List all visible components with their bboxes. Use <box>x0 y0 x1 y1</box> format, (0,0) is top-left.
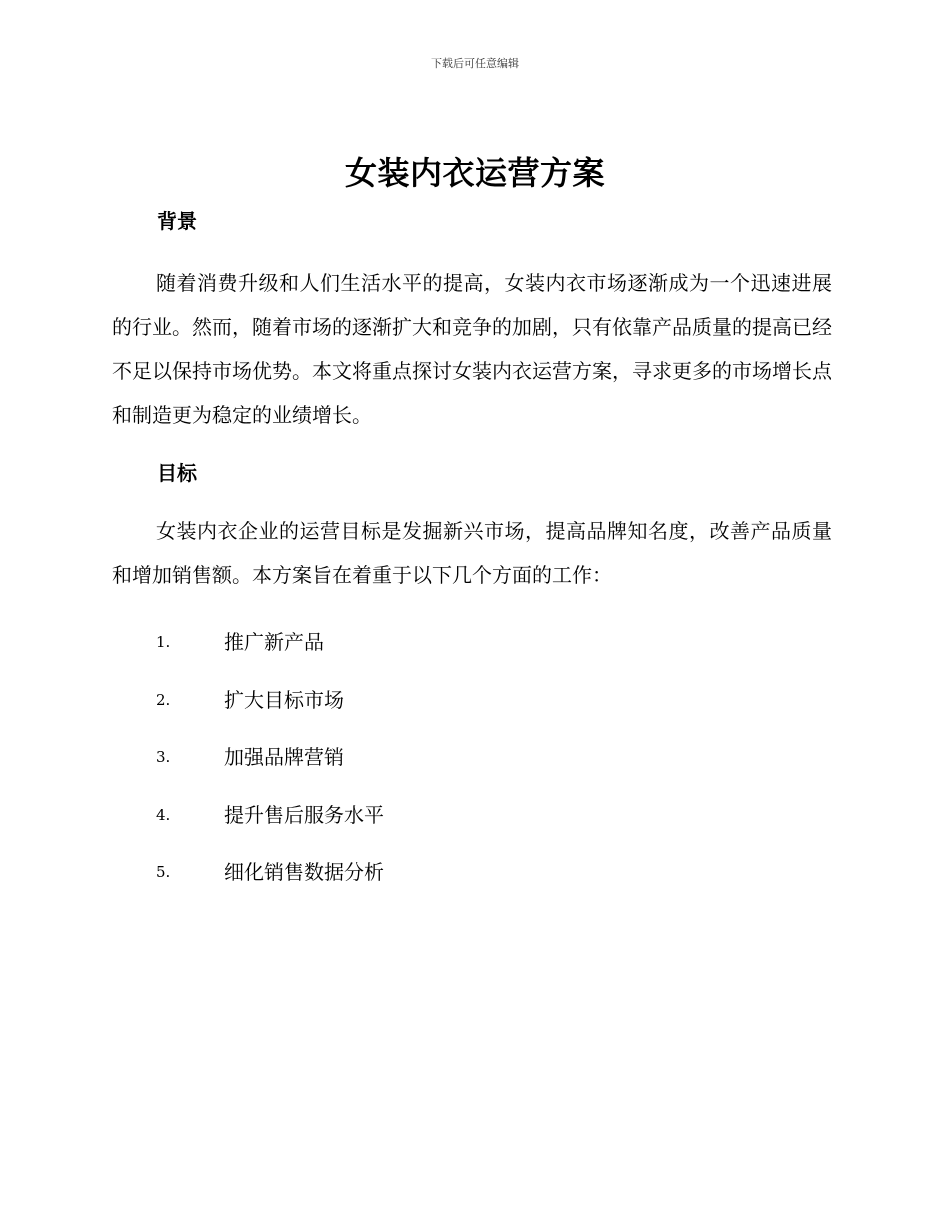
goal-list <box>112 614 832 902</box>
list-item-number: 2. <box>156 690 171 709</box>
list-item <box>112 672 832 730</box>
list-item-number: 4. <box>156 805 171 824</box>
paragraph-goal: 女装内衣企业的运营目标是发掘新兴市场，提高品牌知名度，改善产品质量和增加销售额。本方案旨在着重于以下几个方面的工作： <box>112 519 832 587</box>
list-item-text: 推广新产品 <box>224 630 324 654</box>
list-item-number: 3. <box>156 748 171 766</box>
list-item-text: 加强品牌营销 <box>224 745 344 769</box>
paragraph-background: 随着消费升级和人们生活水平的提高，女装内衣市场逐渐成为一个迅速进展的行业。然而，随着市场的逐渐扩大和竞争的加剧，只有依靠产品质量的提高已经不足以保持市场优势。本文将重点探讨女装内衣运营方案，寻求更多的市场增长点和制造更为稳定的业绩增长。 <box>112 271 832 427</box>
list-item-text: 细化销售数据分析 <box>224 860 384 884</box>
section-heading-background: 背景 <box>157 209 197 233</box>
list-item-number: 1. <box>156 633 171 651</box>
list-item <box>112 844 832 902</box>
list-item-number: 5. <box>156 863 171 881</box>
page-title: 女装内衣运营方案 <box>344 154 605 192</box>
section-heading-goal: 目标 <box>157 461 197 485</box>
list-item <box>112 729 832 787</box>
list-item-text: 扩大目标市场 <box>224 687 344 712</box>
list-item <box>112 614 832 672</box>
document-body <box>112 205 832 902</box>
header-note: 下载后可任意编辑 <box>431 57 519 70</box>
list-item <box>112 787 832 845</box>
list-item-text: 提升售后服务水平 <box>224 802 384 827</box>
